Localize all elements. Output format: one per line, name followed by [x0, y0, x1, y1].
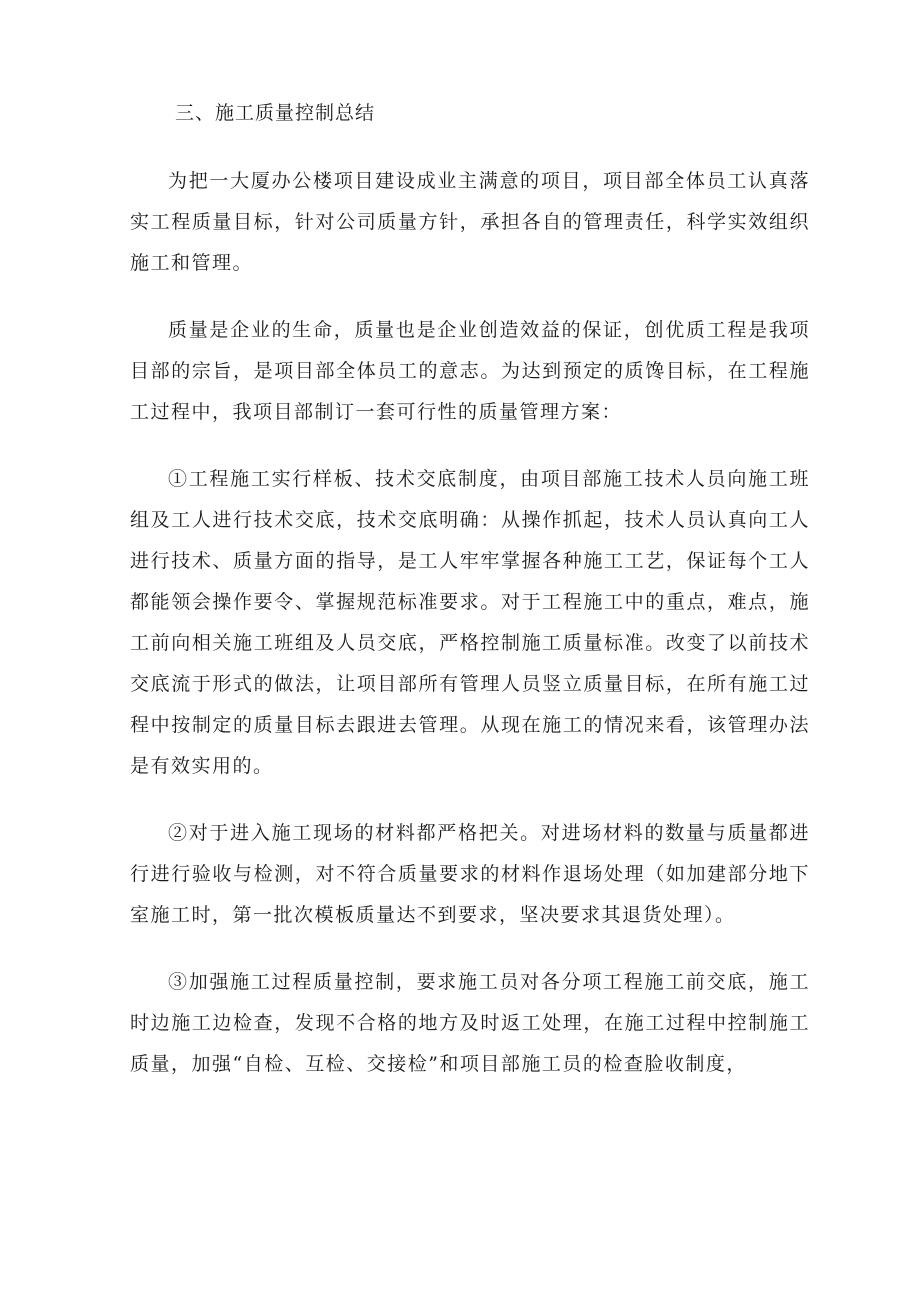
paragraph-intro: 为把一大厦办公楼项目建设成业主满意的项目，项目部全体员工认真落实工程质量目标，针对公司质量方针，承担各自的管理责任，科学实效组织施工和管理。: [130, 170, 810, 274]
paragraph-item-2: ②对于进入施工现场的材料都严格把关。对进场材料的数量与质量都进行进行验收与检测，对不符合质量要求的材料作退场处理（如加建部分地下室施工时，第一批次模板质量达不到要求，坚决要求其退货处理）。: [130, 822, 810, 926]
paragraph-item-1: ①工程施工实行样板、技术交底制度，由项目部施工技术人员向施工班组及工人进行技术交底，技术交底明确：从操作抓起，技术人员认真向工人进行技术、质量方面的指导，是工人牢牢掌握各种施工工艺，保证每个工人都能领会操作要令、掌握规范标准要求。对于工程施工中的重点，难点，施工前向相关施工班组及人员交底，严格控制施工质量标准。改变了以前技术交底流于形式的做法，让项目部所有管理人员竖立质量目标，在所有施工过程中按制定的质量目标去跟进去管理。从现在施工的情况来看，该管理办法是有效实用的。: [130, 468, 810, 777]
paragraph-item-3: ③加强施工过程质量控制，要求施工员对各分项工程施工前交底，施工时边施工边检查，发现不合格的地方及时返工处理，在施工过程中控制施工质量，加强“自检、互检、交接检”和项目部施工员的检查脸收制度，: [130, 971, 810, 1075]
section-heading: 三、施工质量控制总结: [175, 102, 376, 124]
paragraph-quality-importance: 质量是企业的生命，质量也是企业创造效益的保证，创优质工程是我项目部的宗旨，是项目部全体员工的意志。为达到预定的质馋目标，在工程施工过程中，我项目部制订一套可行性的质量管理方案：: [130, 319, 810, 423]
